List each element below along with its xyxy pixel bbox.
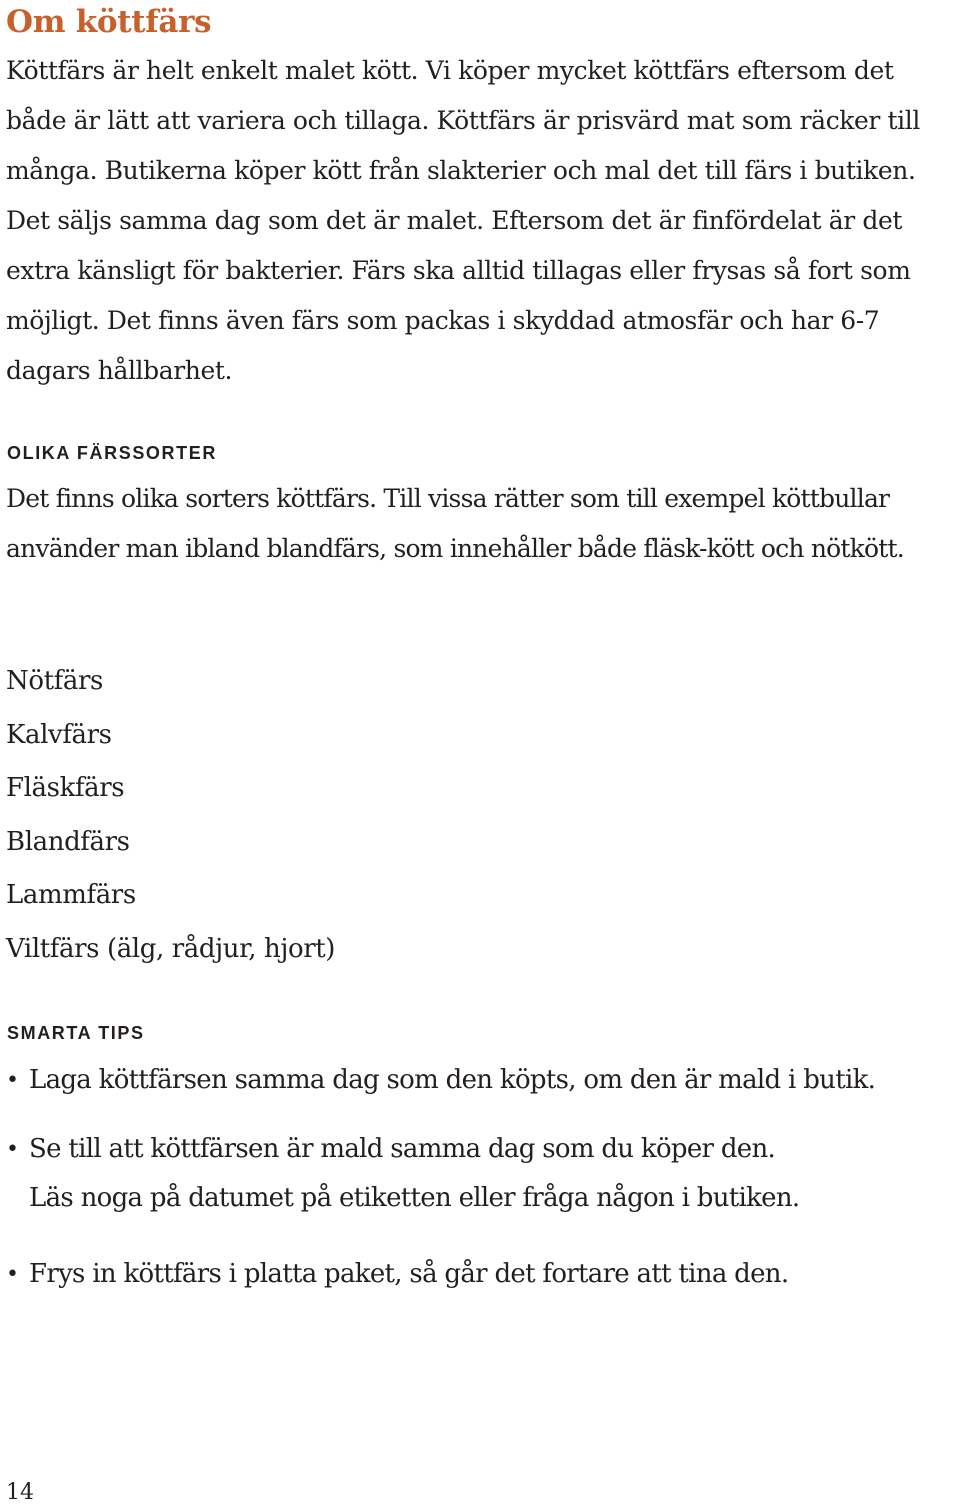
intro-paragraph: Köttfärs är helt enkelt malet kött. Vi köper mycket köttfärs eftersom det både är lätt att variera och tillaga. Köttfärs är prisvärd mat som räcker till många. Butikerna köper kött från slakterier och mal det till färs i butiken. Det säljs samma dag som det är malet. Eftersom det är finfördelat är det extra känsligt för bakterier. Färs ska alltid tillagas eller frysas så fort som möjligt. Det finns även färs som packas i skyddad atmosfär och har 6-7 dagars hållbarhet.: [6, 56, 920, 385]
mince-types-list: [6, 655, 335, 976]
tip-text-continued: Läs noga på datumet på etiketten eller fråga någon i butiken.: [29, 1183, 800, 1213]
list-item: Blandfärs: [6, 826, 130, 857]
list-item: Kalvfärs: [6, 719, 112, 750]
tip-item: [6, 1056, 956, 1105]
section-heading-tips: SMARTA TIPS: [7, 1023, 145, 1043]
page-number: 14: [6, 1480, 34, 1505]
list-item: Fläskfärs: [6, 773, 125, 803]
bullet-icon: •: [6, 1262, 19, 1287]
tip-text: Se till att köttfärsen är mald samma dag som du köper den.: [29, 1134, 776, 1164]
list-item: Nötfärs: [6, 666, 103, 696]
tip-text: Laga köttfärsen samma dag som den köpts, om den är mald i butik.: [29, 1065, 876, 1095]
tip-item: [6, 1125, 956, 1223]
tip-item: [6, 1250, 956, 1299]
section-heading-sorter: OLIKA FÄRSSORTER: [7, 443, 217, 463]
bullet-icon: •: [6, 1137, 19, 1162]
list-item: Viltfärs (älg, rådjur, hjort): [6, 933, 336, 964]
bullet-icon: •: [6, 1068, 19, 1093]
sorter-paragraph: Det finns olika sorters köttfärs. Till vissa rätter som till exempel köttbullar använder man ibland blandfärs, som innehåller både fläsk-kött och nötkött.: [6, 484, 904, 563]
list-item: Lammfärs: [6, 880, 136, 910]
page-title: Om köttfärs: [6, 4, 212, 40]
tip-text: Frys in köttfärs i platta paket, så går det fortare att tina den.: [29, 1259, 789, 1289]
